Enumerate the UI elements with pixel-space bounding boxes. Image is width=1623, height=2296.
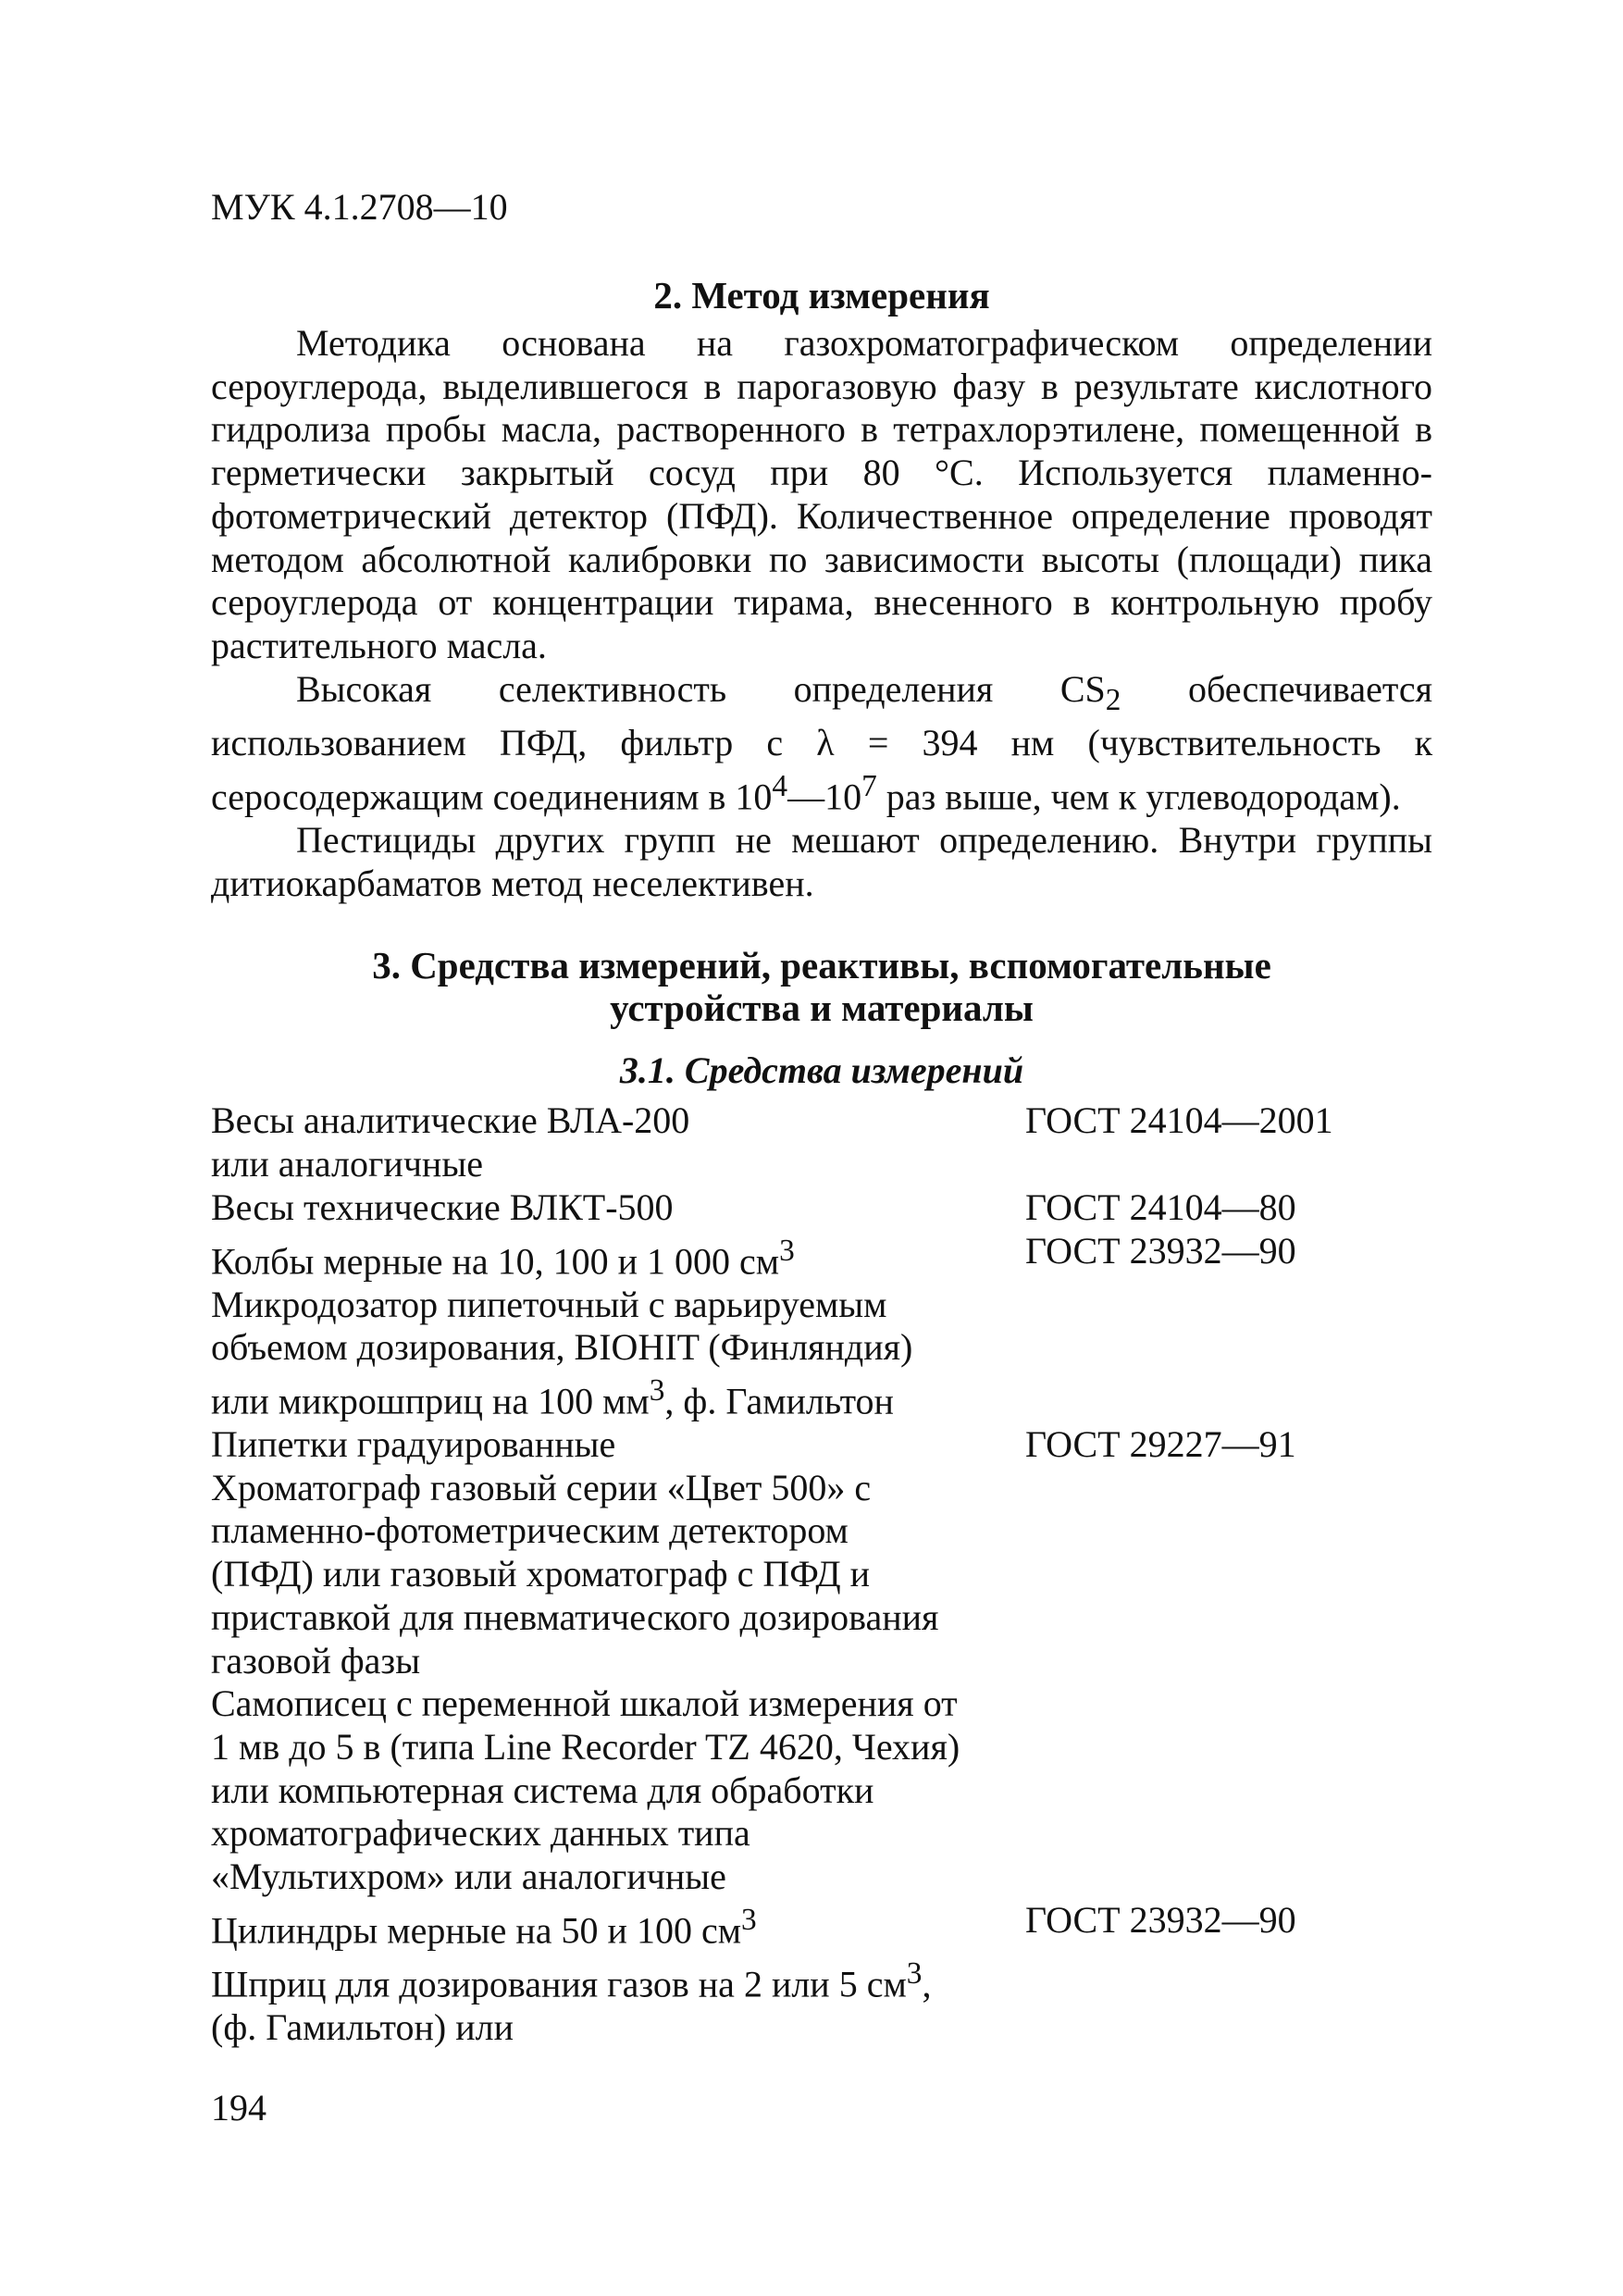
document-code-header: МУК 4.1.2708—10 xyxy=(211,186,508,228)
equipment-name-text: , xyxy=(922,1963,932,2005)
equipment-name xyxy=(211,1899,1025,1953)
equipment-name-cont: «Мультихром» или аналогичные xyxy=(211,1855,726,1898)
equipment-name-text: Шприц для дозирования газов на 2 или 5 см xyxy=(211,1963,907,2005)
equipment-standard: ГОСТ 23932—90 xyxy=(1025,1229,1296,1272)
section-2-paragraph-3: Пестициды других групп не мешают определению. Внутри группы дитиокарбаматов метод неселективен. xyxy=(211,819,1432,904)
equipment-name: Весы технические ВЛКТ-500 xyxy=(211,1185,674,1228)
equipment-name-cont: газовой фазы xyxy=(211,1639,421,1682)
p2-text-e: —10 xyxy=(787,776,862,818)
unit-superscript: 3 xyxy=(779,1233,795,1268)
subsection-3-1-title: 3.1. Средства измерений xyxy=(619,1049,1024,1092)
section-3-title-line-1: 3. Средства измерений, реактивы, вспомогательные xyxy=(372,944,1271,987)
equipment-standard: ГОСТ 23932—90 xyxy=(1025,1898,1296,1941)
equipment-standard: ГОСТ 29227—91 xyxy=(1025,1423,1296,1466)
equipment-name: Весы аналитические ВЛА-200 xyxy=(211,1099,690,1142)
equipment-name: Микродозатор пипеточный с варьируемым xyxy=(211,1283,887,1325)
equipment-name-text: Колбы мерные на 10, 100 и 1 000 см xyxy=(211,1239,780,1282)
section-2-title: 2. Метод измерения xyxy=(653,274,990,316)
equipment-name-cont: или аналогичные xyxy=(211,1143,483,1185)
equipment-name-cont: хроматографических данных типа xyxy=(211,1812,750,1855)
p2-text-a: Высокая селективность определения CS xyxy=(296,667,1106,710)
p2-text-g: раз выше, чем к углеводородам). xyxy=(876,776,1401,818)
equipment-item xyxy=(211,1284,1432,1423)
p2-subscript: 2 xyxy=(1105,682,1121,717)
equipment-item xyxy=(211,1682,1432,1899)
equipment-name-cont: приставкой для пневматического дозирования xyxy=(211,1595,939,1638)
unit-superscript: 3 xyxy=(906,1955,923,1991)
equipment-item xyxy=(211,1953,1432,2050)
equipment-item xyxy=(211,1467,1432,1683)
equipment-name-cont: или компьютерная система для обработки xyxy=(211,1769,874,1811)
unit-superscript: 3 xyxy=(741,1902,757,1937)
equipment-name: Пипетки градуированные xyxy=(211,1423,616,1466)
equipment-name xyxy=(211,1953,1025,2006)
equipment-item xyxy=(211,1423,1432,1467)
equipment-name-text: Цилиндры мерные на 50 и 100 см xyxy=(211,1909,742,1952)
equipment-item xyxy=(211,1899,1432,1953)
unit-superscript: 3 xyxy=(649,1373,665,1409)
equipment-name-cont: 1 мв до 5 в (типа Line Recorder TZ 4620, Чехия) xyxy=(211,1725,960,1768)
equipment-name-text: , ф. Гамильтон xyxy=(664,1380,894,1422)
equipment-name-cont: (ПФД) или газовый хроматограф с ПФД и xyxy=(211,1553,871,1595)
p2-superscript-2: 7 xyxy=(861,769,877,804)
equipment-name: Хроматограф газовый серии «Цвет 500» с xyxy=(211,1466,872,1508)
equipment-name: Самописец с переменной шкалой измерения от xyxy=(211,1682,958,1725)
section-3-title xyxy=(211,944,1432,1029)
equipment-name-cont: (ф. Гамильтон) или xyxy=(211,2005,514,2048)
section-2-paragraph-1: Методика основана на газохроматографическом определении сероуглерода, выделившегося в парогазовую фазу в результате кислотного гидролиза пробы масла, растворенного в тетрахлорэтилене, помещенной в герметически закрытый сосуд при 80 °С. Используется пламенно-фотометрический детектор (ПФД). Количественное определение проводят методом абсолютной калибровки по зависимости высоты (площади) пика сероуглерода от концентрации тирама, внесенного в контрольную пробу растительного масла. xyxy=(211,322,1432,666)
section-3-title-line-2: устройства и материалы xyxy=(610,987,1034,1030)
p2-text-c: обеспечивается использованием ПФД, фильтр с λ = 394 нм (чувствительность к серосодержащим соединениям в 10 xyxy=(211,667,1432,818)
p2-superscript-1: 4 xyxy=(772,769,788,804)
equipment-standard: ГОСТ 24104—2001 xyxy=(1025,1099,1333,1142)
equipment-name-cont: объемом дозирования, BIOHIT (Финляндия) xyxy=(211,1326,913,1369)
equipment-name xyxy=(211,1230,1025,1284)
equipment-item xyxy=(211,1186,1432,1230)
equipment-item xyxy=(211,1099,1432,1185)
equipment-name-cont: пламенно-фотометрическим детектором xyxy=(211,1509,849,1552)
section-2-paragraph-2 xyxy=(211,668,1432,819)
equipment-name-text: или микрошприц на 100 мм xyxy=(211,1380,650,1422)
equipment-list xyxy=(211,1099,1432,2049)
page-content xyxy=(211,274,1432,2050)
equipment-standard: ГОСТ 24104—80 xyxy=(1025,1185,1296,1228)
equipment-item xyxy=(211,1230,1432,1284)
equipment-name-cont xyxy=(211,1370,1025,1423)
page-number: 194 xyxy=(211,2087,266,2128)
